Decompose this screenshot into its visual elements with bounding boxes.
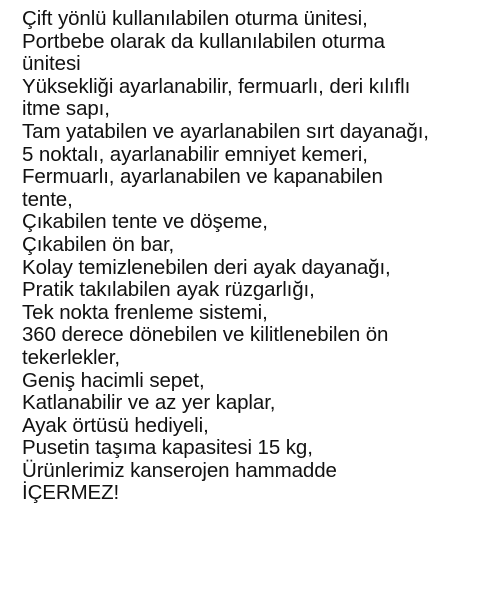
list-item: Yüksekliği ayarlanabilir, fermuarlı, deri kılıflı itme sapı,: [22, 74, 411, 121]
list-item: Çıkabilen tente ve döşeme,: [22, 210, 268, 234]
list-item: Pratik takılabilen ayak rüzgarlığı,: [22, 278, 315, 302]
list-item: Pusetin taşıma kapasitesi 15 kg,: [22, 436, 313, 460]
list-item: Geniş hacimli sepet,: [22, 368, 205, 392]
list-item: Tam yatabilen ve ayarlanabilen sırt dayanağı,: [22, 119, 429, 143]
list-item: Kolay temizlenebilen deri ayak dayanağı,: [22, 255, 391, 279]
list-item: 5 noktalı, ayarlanabilir emniyet kemeri,: [22, 142, 368, 166]
list-item: Çıkabilen ön bar,: [22, 232, 175, 256]
list-item: Fermuarlı, ayarlanabilen ve kapanabilen tente,: [22, 165, 383, 211]
list-item: Çift yönlü kullanılabilen oturma ünitesi,: [22, 7, 368, 30]
list-item: Ayak örtüsü hediyeli,: [22, 413, 209, 437]
list-item: Portbebe olarak da kullanılabilen oturma ünitesi: [22, 29, 385, 76]
list-item: Ürünlerimiz kanserojen hammadde İÇERMEZ!: [22, 458, 337, 505]
list-item: Tek nokta frenleme sistemi,: [22, 300, 268, 324]
clipped-top-line: [22, 0, 402, 4]
feature-list: [22, 8, 472, 505]
list-item: 360 derece dönebilen ve kilitlenebilen ön tekerlekler,: [22, 323, 389, 369]
list-item: Katlanabilir ve az yer kaplar,: [22, 391, 276, 415]
